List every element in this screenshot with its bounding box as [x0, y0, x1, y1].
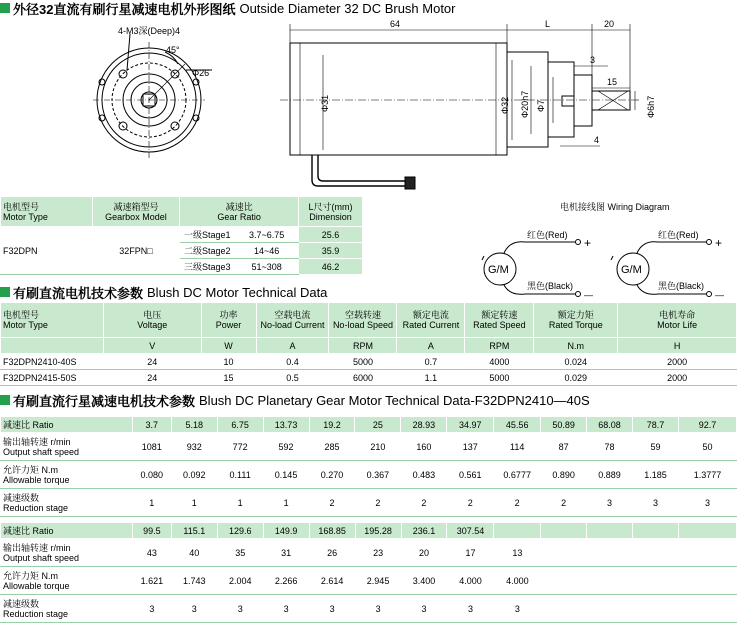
label-ratio: 减速比 Ratio: [3, 419, 54, 430]
cell-stage: 3: [447, 595, 494, 623]
cell-stage: 2: [494, 489, 541, 517]
cell-ratio: 3.7: [132, 417, 171, 433]
munit-5: A: [397, 338, 465, 354]
cell-stage: 3: [678, 489, 736, 517]
mhdr-8: 电机寿命 Motor Life: [618, 303, 737, 338]
label-torque_en: Allowable torque: [3, 474, 70, 485]
cell-stage: [679, 595, 737, 623]
dim-4: 4: [594, 135, 600, 145]
cell-speed: 23: [355, 539, 401, 567]
row-label-speed: [1, 539, 133, 567]
red-label-right: 红色(Red): [658, 230, 699, 240]
row-label-speed: [1, 433, 133, 461]
dim-d20h7: Φ20h7: [520, 90, 530, 118]
cell-speed: 26: [309, 539, 355, 567]
cell-stage: 3: [355, 595, 401, 623]
mcell: 15: [201, 370, 256, 386]
cell-torque: 2.945: [355, 567, 401, 595]
cell-stage: 3: [494, 595, 541, 623]
table-row: [1, 539, 737, 567]
motor-symbol-right: G/M: [621, 264, 642, 276]
cell-torque: [633, 567, 679, 595]
cell-torque: 0.890: [541, 461, 587, 489]
gear-data-block-1: [0, 416, 737, 517]
mcell: F32DPN2415-50S: [1, 370, 104, 386]
cell-ratio: [587, 523, 633, 539]
table-row: [1, 489, 737, 517]
mhdr-2: 功率 Power: [201, 303, 256, 338]
mcell: 0.024: [534, 354, 618, 370]
dim-d32: Φ32: [500, 96, 510, 114]
cell-stage: [587, 595, 633, 623]
cell-torque: 0.092: [171, 461, 217, 489]
label-torque_cn: 允许力矩 N.m: [3, 570, 58, 581]
cell-stage: 3: [217, 595, 263, 623]
label-stage_en: Reduction stage: [3, 502, 69, 513]
mcell: 0.5: [256, 370, 329, 386]
mhdr-5: 额定电流 Rated Current: [397, 303, 465, 338]
cell-ratio: 92.7: [678, 417, 736, 433]
cell-speed: 1081: [132, 433, 171, 461]
cell-ratio: 149.9: [263, 523, 309, 539]
cell-stage: 1: [263, 489, 309, 517]
munit-3: A: [256, 338, 329, 354]
mcell: 0.7: [397, 354, 465, 370]
table-row: [1, 433, 737, 461]
cell-torque: 0.889: [587, 461, 633, 489]
cell-ratio: 78.7: [633, 417, 679, 433]
cell-torque: 1.621: [132, 567, 171, 595]
cell-stage: 3: [309, 595, 355, 623]
cell-ratio: 13.73: [263, 417, 309, 433]
L-3: 46.2: [299, 259, 363, 275]
label-speed_cn: 输出轴转速 r/min: [3, 436, 71, 447]
hdr-motor-type: 电机型号 Motor Type: [1, 197, 93, 227]
cell-ratio: [541, 523, 587, 539]
cell-stage: 3: [633, 489, 679, 517]
cell-ratio: 115.1: [171, 523, 217, 539]
label-stage_cn: 减速级数: [3, 598, 40, 609]
cell-stage: 3: [132, 595, 171, 623]
cell-stage: 2: [401, 489, 447, 517]
cell-stage: 2: [309, 489, 355, 517]
label-torque_en: Allowable torque: [3, 580, 70, 591]
cell-torque: 4.000: [494, 567, 541, 595]
cell-torque: 2.266: [263, 567, 309, 595]
table-row: [1, 461, 737, 489]
cell-torque: 0.145: [263, 461, 309, 489]
gear-data-block-2: [0, 522, 737, 623]
cell-speed: 137: [447, 433, 494, 461]
row-label-stage: [1, 489, 133, 517]
cell-stage: 1: [217, 489, 263, 517]
mcell: F32DPN2410-40S: [1, 354, 104, 370]
munit-0: [1, 338, 104, 354]
cell-speed: 160: [401, 433, 447, 461]
cell-stage: 2: [447, 489, 494, 517]
motor-data-table: [0, 302, 737, 386]
cell-torque: 2.004: [217, 567, 263, 595]
cell-speed: 20: [401, 539, 447, 567]
cell-stage: 1: [132, 489, 171, 517]
cell-speed: 13: [494, 539, 541, 567]
black-label-left: 黑色(Black): [527, 281, 574, 291]
table-row: [1, 567, 737, 595]
cell-torque: 1.743: [171, 567, 217, 595]
table-row: [1, 354, 737, 370]
cell-torque: 1.185: [633, 461, 679, 489]
cell-speed: 31: [263, 539, 309, 567]
mcell: 4000: [465, 354, 534, 370]
side-view: [280, 24, 640, 189]
section-marker: [0, 395, 10, 405]
black-label-right: 黑色(Black): [658, 281, 705, 291]
dim-L: L: [545, 19, 551, 29]
cell-ratio: 34.97: [447, 417, 494, 433]
munit-6: RPM: [465, 338, 534, 354]
cell-ratio: 5.18: [171, 417, 217, 433]
cell-ratio: 68.08: [587, 417, 633, 433]
cell-ratio: 50.89: [541, 417, 587, 433]
cell-speed: 35: [217, 539, 263, 567]
plus-right: +: [715, 236, 723, 250]
mcell: 6000: [329, 370, 397, 386]
cell-ratio: 129.6: [217, 523, 263, 539]
dim-d31: Φ31: [320, 94, 330, 112]
row-label-torque: [1, 567, 133, 595]
ratio-3: 51~308: [235, 259, 299, 275]
cell-speed: 50: [678, 433, 736, 461]
cell-speed: 932: [171, 433, 217, 461]
mcell: 5000: [465, 370, 534, 386]
mcell: 2000: [618, 354, 737, 370]
cell-ratio: 168.85: [309, 523, 355, 539]
minus-left: —: [584, 290, 593, 300]
dim-20: 20: [604, 19, 615, 29]
cell-torque: 3.400: [401, 567, 447, 595]
cell-ratio: 195.28: [355, 523, 401, 539]
stage-1: 一级Stage1: [180, 227, 235, 243]
cell-ratio: 236.1: [401, 523, 447, 539]
cell-torque: 2.614: [309, 567, 355, 595]
cell-torque: 0.270: [309, 461, 355, 489]
gear-section-title: 有刷直流行星减速电机技术参数 Blush DC Planetary Gear Motor Technical Data-F32DPN2410—40S: [0, 392, 590, 408]
cell-torque: [679, 567, 737, 595]
cell-torque: 1.3777: [678, 461, 736, 489]
cell-speed: 78: [587, 433, 633, 461]
cell-ratio: 45.56: [494, 417, 541, 433]
label-speed_cn: 输出轴转速 r/min: [3, 542, 71, 553]
mcell: 24: [103, 370, 201, 386]
row-label-ratio: [1, 417, 133, 433]
wiring-title: 电机接线图 Wiring Diagram: [560, 202, 670, 212]
cell-speed: [633, 539, 679, 567]
table-row: [1, 417, 737, 433]
cell-torque: 0.6777: [494, 461, 541, 489]
pcd-label: Φ26: [192, 68, 210, 78]
label-torque_cn: 允许力矩 N.m: [3, 464, 58, 475]
cell-ratio: [679, 523, 737, 539]
cell-stage: [633, 595, 679, 623]
ratio-2: 14~46: [235, 243, 299, 259]
cell-speed: 210: [355, 433, 401, 461]
mhdr-7: 额定力矩 Rated Torque: [534, 303, 618, 338]
row-label-torque: [1, 461, 133, 489]
cell-speed: [679, 539, 737, 567]
mhdr-4: 空载转速 No-load Speed: [329, 303, 397, 338]
cell-torque: 0.561: [447, 461, 494, 489]
cell-torque: 0.483: [401, 461, 447, 489]
outline-drawing: [0, 0, 737, 192]
cell-stage: 1: [171, 489, 217, 517]
cell-torque: [541, 567, 587, 595]
cell-torque: [587, 567, 633, 595]
table-row: [1, 523, 737, 539]
munit-8: H: [618, 338, 737, 354]
munit-1: V: [103, 338, 201, 354]
cell-stage: 3: [171, 595, 217, 623]
mhdr-0: 电机型号 Motor Type: [1, 303, 104, 338]
cell-stage: 2: [355, 489, 401, 517]
red-label-left: 红色(Red): [527, 230, 568, 240]
cell-ratio: 19.2: [309, 417, 355, 433]
label-stage_en: Reduction stage: [3, 608, 69, 619]
dim-d6h7: Φ6h7: [646, 95, 656, 118]
dim-3: 3: [590, 55, 596, 65]
label-speed_en: Output shaft speed: [3, 552, 80, 563]
cell-ratio: [494, 523, 541, 539]
cell-ratio: 6.75: [217, 417, 263, 433]
dim-64: 64: [390, 19, 401, 29]
hdr-gearbox: 减速箱型号 Gearbox Model: [92, 197, 180, 227]
section-marker: [0, 287, 10, 297]
cell-ratio: [633, 523, 679, 539]
cell-speed: 87: [541, 433, 587, 461]
stage-2: 二级Stage2: [180, 243, 235, 259]
L-2: 35.9: [299, 243, 363, 259]
cell-torque: 4.000: [447, 567, 494, 595]
gearbox-model: 32FPN□: [92, 227, 180, 275]
cell-speed: 17: [447, 539, 494, 567]
cell-speed: 59: [633, 433, 679, 461]
munit-2: W: [201, 338, 256, 354]
cell-speed: 43: [132, 539, 171, 567]
angle-label: 45°: [166, 45, 180, 55]
table-row: [1, 370, 737, 386]
cell-stage: [541, 595, 587, 623]
cell-stage: 3: [401, 595, 447, 623]
cell-speed: 40: [171, 539, 217, 567]
label-ratio: 减速比 Ratio: [3, 525, 54, 536]
plus-left: +: [584, 236, 592, 250]
dim-d7: Φ7: [536, 99, 546, 112]
cell-stage: 3: [587, 489, 633, 517]
mhdr-1: 电压 Voltage: [103, 303, 201, 338]
cell-speed: [587, 539, 633, 567]
mhdr-3: 空载电流 No-load Current: [256, 303, 329, 338]
mcell: 1.1: [397, 370, 465, 386]
munit-4: RPM: [329, 338, 397, 354]
cell-speed: 772: [217, 433, 263, 461]
label-speed_en: Output shaft speed: [3, 446, 80, 457]
row-label-ratio: [1, 523, 133, 539]
cell-speed: 114: [494, 433, 541, 461]
cell-stage: 3: [263, 595, 309, 623]
cell-ratio: 307.54: [447, 523, 494, 539]
cell-torque: 0.367: [355, 461, 401, 489]
row-label-stage: [1, 595, 133, 623]
mcell: 24: [103, 354, 201, 370]
cell-ratio: 25: [355, 417, 401, 433]
ratio-1: 3.7~6.75: [235, 227, 299, 243]
cell-speed: 285: [309, 433, 355, 461]
label-stage_cn: 减速级数: [3, 492, 40, 503]
table-row: [1, 595, 737, 623]
hdr-dimension: L尺寸(mm) Dimension: [299, 197, 363, 227]
cell-torque: 0.080: [132, 461, 171, 489]
hdr-ratio: 减速比 Gear Ratio: [180, 197, 299, 227]
L-1: 25.6: [299, 227, 363, 243]
mhdr-6: 额定转速 Rated Speed: [465, 303, 534, 338]
motor-symbol-left: G/M: [488, 264, 509, 276]
mcell: 10: [201, 354, 256, 370]
mcell: 5000: [329, 354, 397, 370]
mcell: 0.029: [534, 370, 618, 386]
munit-7: N.m: [534, 338, 618, 354]
mcell: 2000: [618, 370, 737, 386]
dim-15: 15: [607, 77, 618, 87]
stage-3: 三级Stage3: [180, 259, 235, 275]
cell-ratio: 28.93: [401, 417, 447, 433]
cell-stage: 2: [541, 489, 587, 517]
cell-speed: 592: [263, 433, 309, 461]
gear-motor-type: F32DPN: [1, 227, 93, 275]
cell-torque: 0.111: [217, 461, 263, 489]
motor-section-title: 有刷直流电机技术参数 Blush DC Motor Technical Data: [0, 284, 327, 300]
mcell: 0.4: [256, 354, 329, 370]
minus-right: —: [715, 290, 724, 300]
front-view: [93, 34, 212, 160]
holes-label: 4-M3深(Deep)4: [118, 26, 181, 36]
cell-ratio: 99.5: [132, 523, 171, 539]
page-title: 外径32直流有刷行星减速电机外形图纸 Outside Diameter 32 DC Brush Motor: [0, 0, 456, 16]
cell-speed: [541, 539, 587, 567]
